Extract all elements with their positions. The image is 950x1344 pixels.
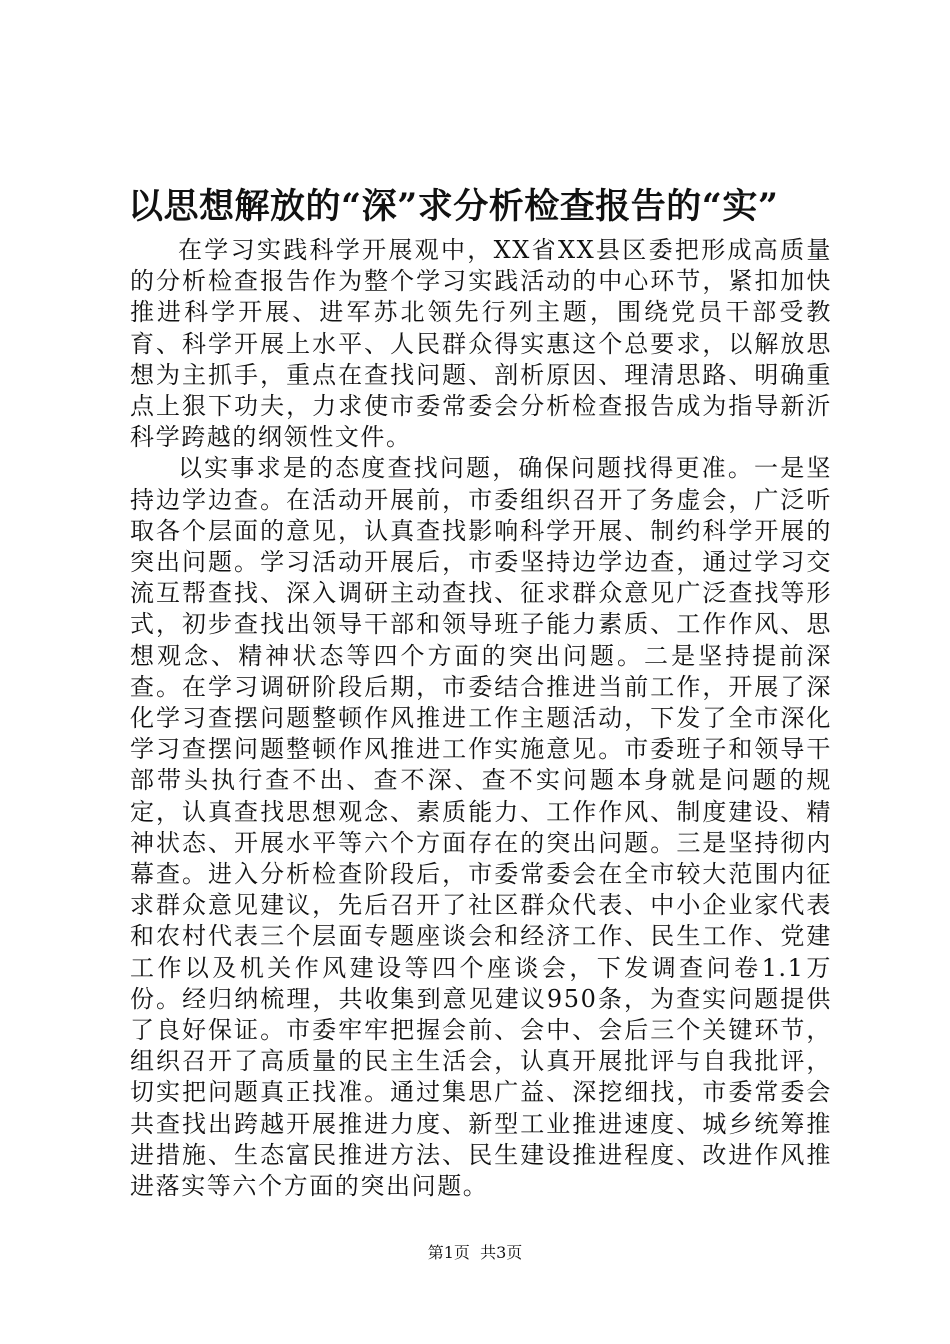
page-footer (0, 1243, 950, 1263)
page-number: 第1页 共3页 (427, 1243, 523, 1262)
document-title: 以思想解放的“深”求分析检查报告的“实” (128, 186, 779, 227)
paragraph-intro: 在学习实践科学开展观中，XX省XX县区委把形成高质量的分析检查报告作为整个学习实践活动的中心环节，紧扣加快推进科学开展、进军苏北领先行列主题，围绕党员干部受教育、科学开展上水平、人民群众得实惠这个总要求，以解放思想为主抓手，重点在查找问题、剖析原因、理清思路、明确重点上狠下功夫，力求使市委常委会分析检查报告成为指导新沂科学跨越的纲领性文件。 (130, 236, 832, 452)
document-body (130, 235, 832, 1202)
paragraph-problem-finding: 以实事求是的态度查找问题，确保问题找得更准。一是坚持边学边查。在活动开展前，市委组织召开了务虚会，广泛听取各个层面的意见，认真查找影响科学开展、制约科学开展的突出问题。学习活动开展后，市委坚持边学边查，通过学习交流互帮查找、深入调研主动查找、征求群众意见广泛查找等形式，初步查找出领导干部和领导班子能力素质、工作作风、思想观念、精神状态等四个方面的突出问题。二是坚持提前深查。在学习调研阶段后期，市委结合推进当前工作，开展了深化学习查摆问题整顿作风推进工作主题活动，下发了全市深化学习查摆问题整顿作风推进工作实施意见。市委班子和领导干部带头执行查不出、查不深、查不实问题本身就是问题的规定，认真查找思想观念、素质能力、工作作风、制度建设、精神状态、开展水平等六个方面存在的突出问题。三是坚持彻内幕查。进入分析检查阶段后，市委常委会在全市较大范围内征求群众意见建议，先后召开了社区群众代表、中小企业家代表和农村代表三个层面专题座谈会和经济工作、民生工作、党建工作以及机关作风建设等四个座谈会，下发调查问卷1.1万份。经归纳梳理，共收集到意见建议950条，为查实问题提供了良好保证。市委牢牢把握会前、会中、会后三个关键环节，组织召开了高质量的民主生活会，认真开展批评与自我批评，切实把问题真正找准。通过集思广益、深挖细找，市委常委会共查找出跨越开展推进力度、新型工业推进速度、城乡统筹推进措施、生态富民推进方法、民生建设推进程度、改进作风推进落实等六个方面的突出问题。 (130, 454, 832, 1201)
